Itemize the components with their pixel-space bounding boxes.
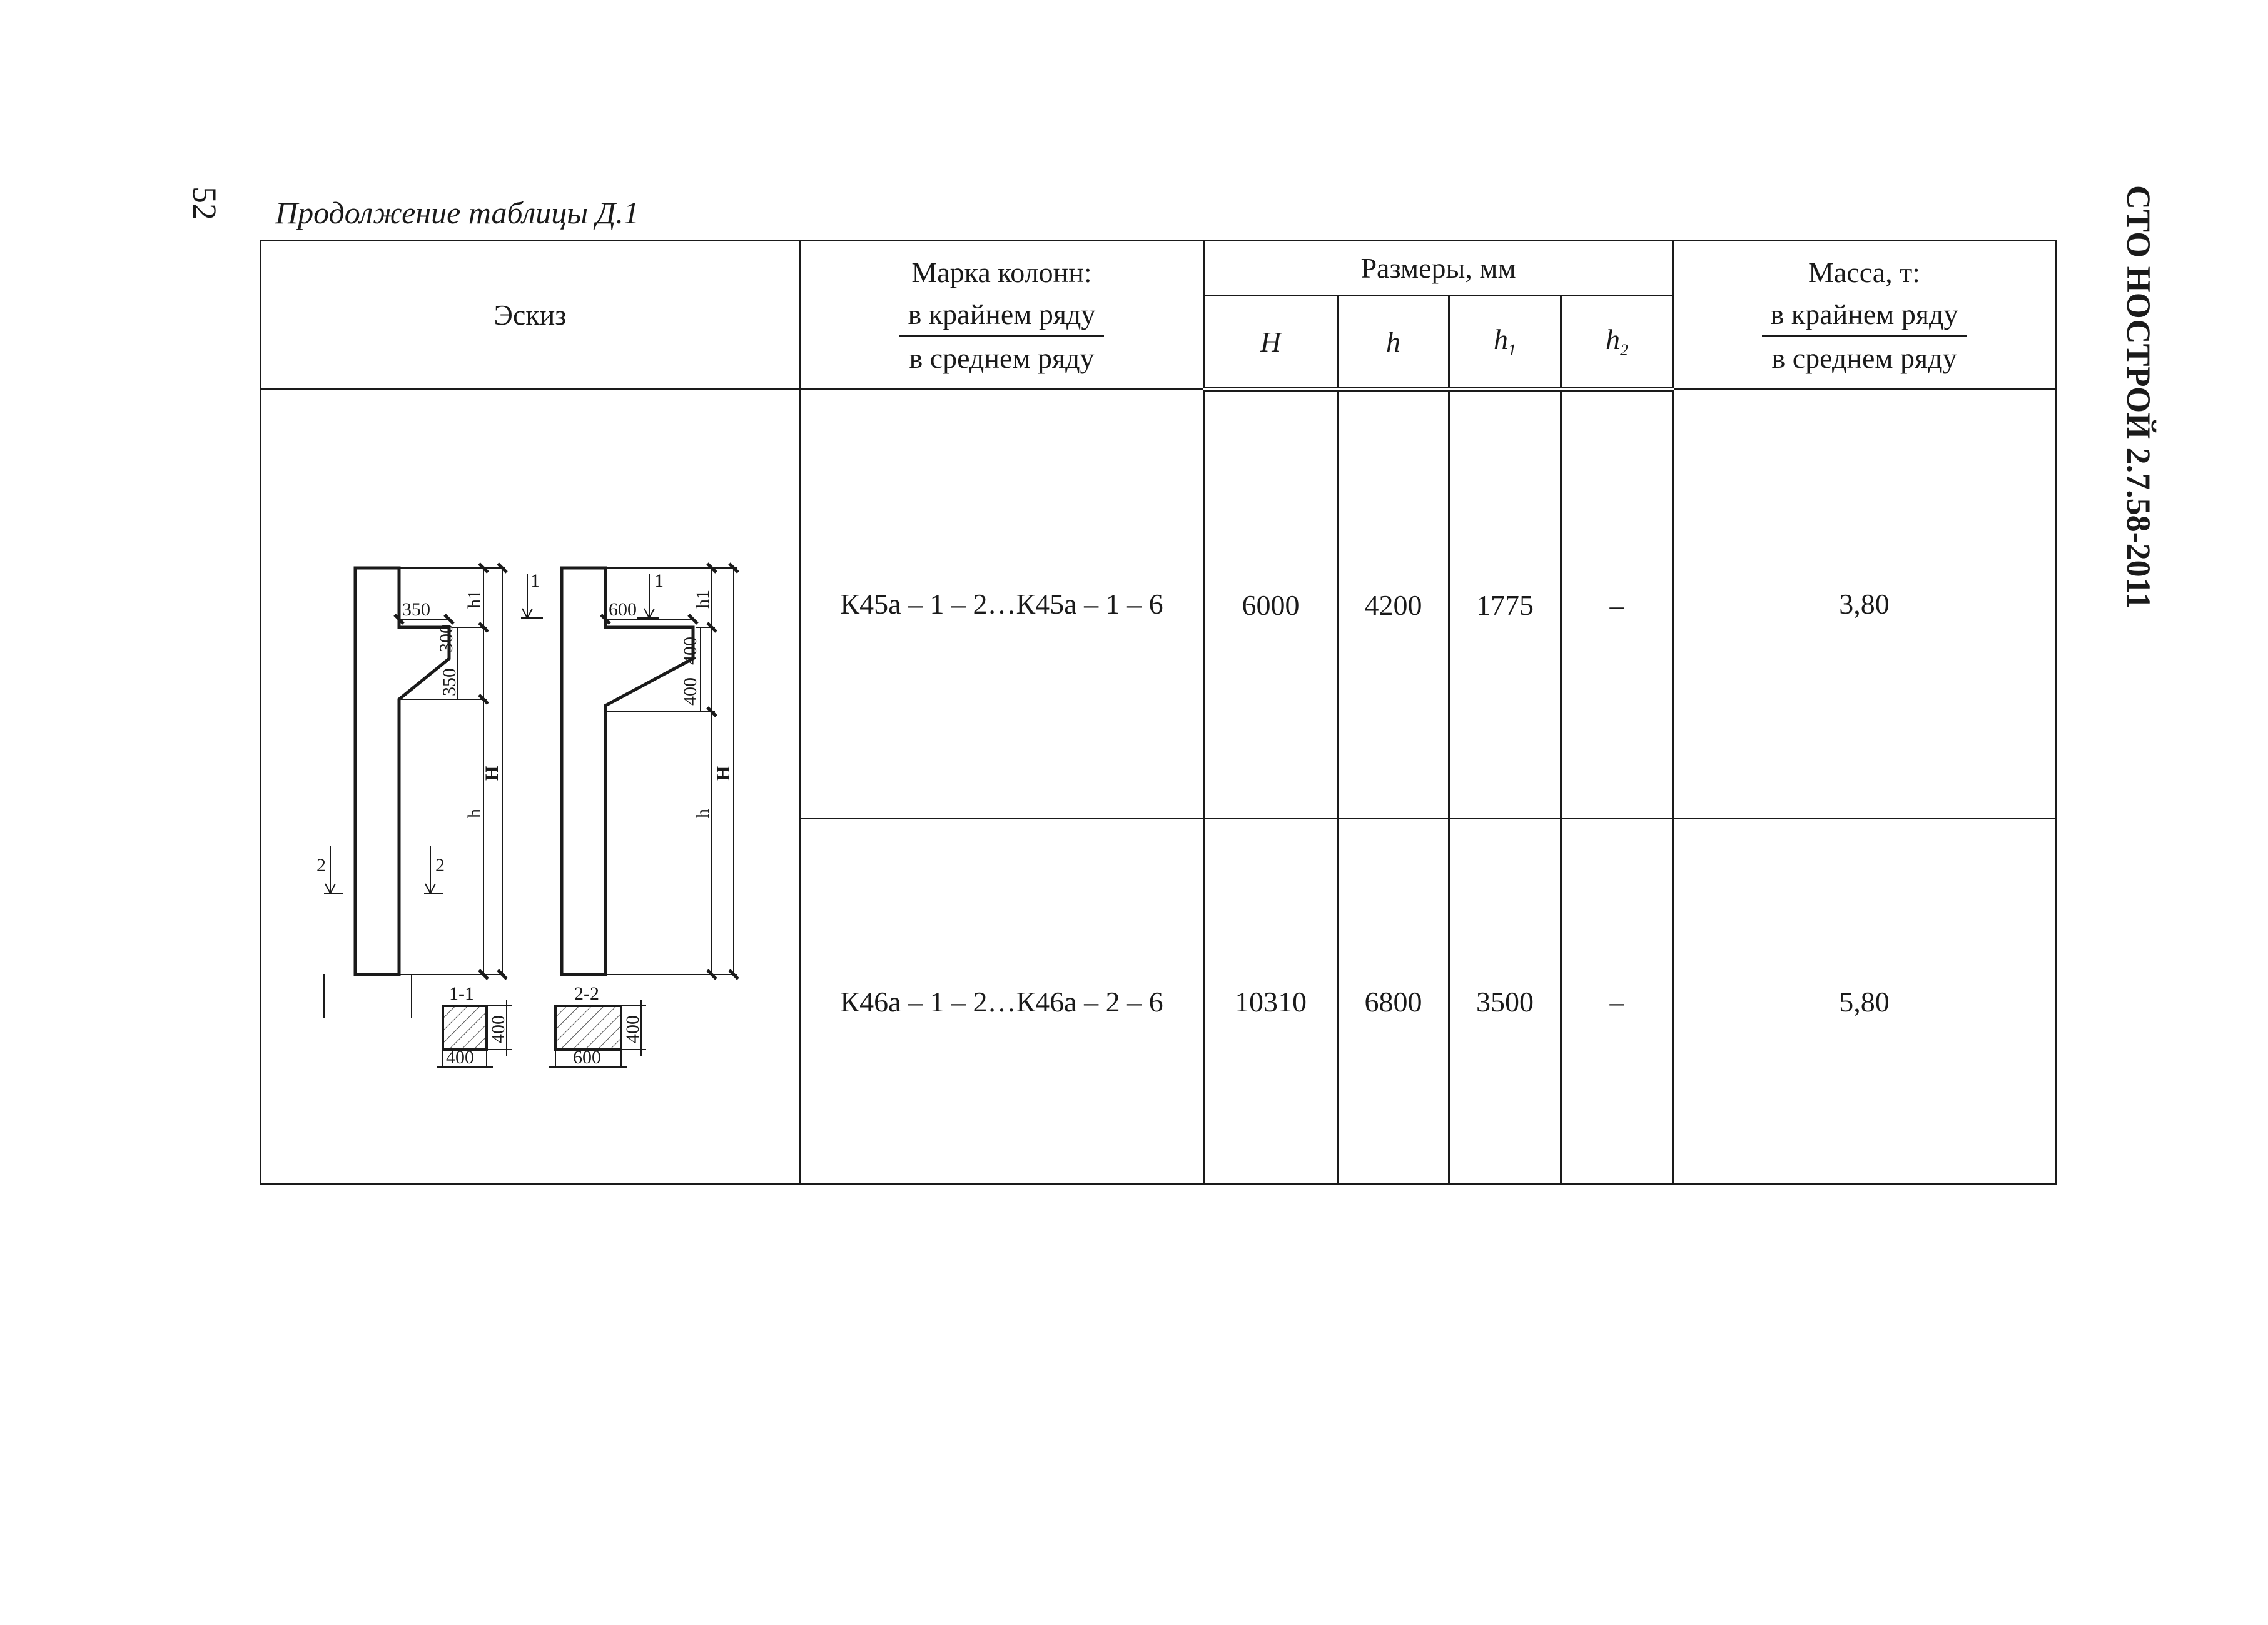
section-1-height: 400: [487, 1015, 509, 1043]
header-dim-h: h: [1338, 296, 1449, 390]
header-dim-h2: $h_2$: [1561, 296, 1673, 390]
header-mass-title: Масса, т:: [1808, 256, 1921, 288]
header-mark-title: Марка колонн:: [911, 256, 1092, 288]
right-step-label: 400: [679, 637, 701, 665]
section-1-rect: [443, 1006, 487, 1050]
header-mass: [1673, 241, 2056, 390]
left-step-label: 300: [435, 624, 457, 652]
left-dimensions: [324, 568, 505, 1018]
cut-2-left-label: 2: [316, 855, 326, 876]
left-h1-label: h1: [463, 590, 485, 609]
header-dim-H: H: [1204, 296, 1338, 390]
cut-2-right-label: 2: [435, 855, 445, 876]
left-haunch-label: 350: [438, 668, 460, 696]
table-row: [261, 390, 2056, 819]
table-caption: Продолжение таблицы Д.1: [275, 195, 639, 230]
header-mark-outer: в крайнем ряду: [899, 298, 1105, 337]
header-mark-middle: в среднем ряду: [909, 342, 1095, 374]
document-code: СТО НОСТРОЙ 2.7.58-2011: [2120, 185, 2157, 609]
page-number: 52: [186, 186, 223, 220]
right-column-outline: [562, 568, 693, 974]
section-2-title: 2-2: [574, 983, 599, 1004]
row-2-h2: –: [1561, 819, 1673, 1185]
header-row-1: [261, 241, 2056, 296]
header-sizes: Размеры, мм: [1204, 241, 1673, 296]
cut-mark-1: [521, 574, 659, 618]
row-2-mass: 5,80: [1673, 819, 2056, 1185]
row-1-H: 6000: [1204, 390, 1338, 819]
cut-1-right-label: 1: [654, 570, 664, 591]
cut-1-left-label: 1: [530, 570, 540, 591]
header-mass-fraction: [1762, 298, 1967, 375]
section-1-width: 400: [445, 1047, 474, 1068]
section-1-title: 1-1: [448, 983, 474, 1004]
row-2-mark: К46а – 1 – 2…К46а – 2 – 6: [800, 819, 1204, 1185]
right-h1-label: h1: [692, 590, 713, 609]
header-mass-middle: в среднем ряду: [1771, 342, 1957, 374]
row-1-h1: 1775: [1449, 390, 1561, 819]
right-haunch-label: 400: [679, 677, 701, 706]
row-1-mark: К45а – 1 – 2…К45а – 1 – 6: [800, 390, 1204, 819]
row-1-h2: –: [1561, 390, 1673, 819]
header-dim-h1: $h_1$: [1449, 296, 1561, 390]
row-2-H: 10310: [1204, 819, 1338, 1185]
left-top-width-label: 350: [402, 599, 430, 620]
left-column-outline: [355, 568, 449, 974]
sketch-cell: [261, 390, 800, 1185]
header-mark: [800, 241, 1204, 390]
section-2-width: 600: [572, 1047, 601, 1068]
left-H-label: H: [481, 766, 502, 781]
row-1-h: 4200: [1338, 390, 1449, 819]
row-1-mass: 3,80: [1673, 390, 2056, 819]
right-top-width-label: 600: [608, 599, 637, 620]
header-mass-outer: в крайнем ряду: [1762, 298, 1967, 337]
right-h-label: h: [692, 809, 713, 818]
right-H-label: H: [712, 766, 734, 781]
cut-mark-2: [324, 846, 443, 893]
header-mark-fraction: [899, 298, 1105, 375]
row-2-h1: 3500: [1449, 819, 1561, 1185]
row-2-h: 6800: [1338, 819, 1449, 1185]
section-2-rect: [555, 1006, 621, 1050]
left-h-label: h: [463, 809, 485, 818]
section-2-height: 400: [622, 1015, 643, 1043]
columns-table: [260, 240, 2057, 1185]
header-sketch: Эскиз: [261, 241, 800, 390]
column-sketch: [311, 505, 749, 1068]
